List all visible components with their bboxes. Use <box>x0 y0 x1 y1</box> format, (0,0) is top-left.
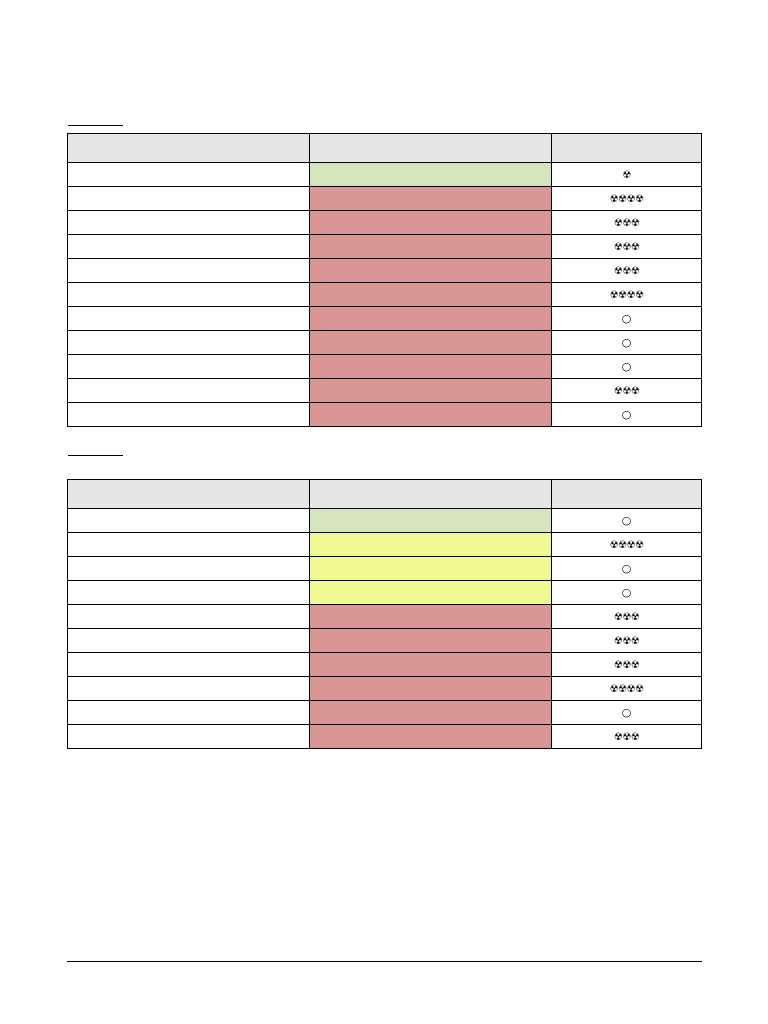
level-cell-red <box>310 211 552 235</box>
table-header-row <box>68 134 702 163</box>
radiation-icon: ☢ <box>609 683 619 695</box>
item-cell <box>68 259 310 283</box>
table-row <box>68 653 702 677</box>
radiation-icon: ☢ <box>622 385 631 397</box>
table-body-2 <box>68 509 702 749</box>
empty-circle-icon: ○ <box>621 407 632 421</box>
level-cell-red <box>310 235 552 259</box>
radiation-icon: ☢ <box>626 193 635 205</box>
column-header <box>310 480 552 509</box>
radiation-icon: ☢ <box>609 193 619 205</box>
empty-circle-icon: ○ <box>621 311 632 325</box>
rating-cell <box>552 379 702 403</box>
item-cell <box>68 355 310 379</box>
radiation-icon: ☢ <box>630 731 640 743</box>
table-row <box>68 187 702 211</box>
radiation-icon: ☢ <box>618 193 627 205</box>
table-row <box>68 403 702 427</box>
table-row <box>68 235 702 259</box>
radiation-icon: ☢ <box>634 289 644 301</box>
radiation-icon: ☢ <box>622 731 631 743</box>
radiation-icon: ☢ <box>630 241 640 253</box>
item-cell <box>68 653 310 677</box>
item-cell <box>68 677 310 701</box>
table-row <box>68 629 702 653</box>
level-cell-green <box>310 509 552 533</box>
radiation-icon: ☢ <box>634 193 644 205</box>
radiation-icon: ☢ <box>630 635 640 647</box>
radiation-icon: ☢ <box>609 539 619 551</box>
radiation-icon: ☢ <box>613 731 623 743</box>
level-cell-red <box>310 187 552 211</box>
radiation-icon: ☢ <box>626 289 635 301</box>
level-cell-red <box>310 379 552 403</box>
table-row <box>68 725 702 749</box>
level-cell-red <box>310 307 552 331</box>
table-row <box>68 283 702 307</box>
table-row <box>68 509 702 533</box>
table-row <box>68 331 702 355</box>
item-cell <box>68 701 310 725</box>
table-row <box>68 701 702 725</box>
column-header <box>68 480 310 509</box>
radiation-icon: ☢ <box>630 385 640 397</box>
rating-cell <box>552 283 702 307</box>
level-cell-red <box>310 677 552 701</box>
radiation-icon: ☢ <box>613 635 623 647</box>
radiation-icon: ☢ <box>609 289 619 301</box>
rating-cell <box>552 403 702 427</box>
radiation-icon: ☢ <box>626 539 635 551</box>
item-cell <box>68 533 310 557</box>
table-2 <box>67 479 702 749</box>
item-cell <box>68 509 310 533</box>
rating-cell <box>552 725 702 749</box>
level-cell-red <box>310 403 552 427</box>
radiation-icon: ☢ <box>630 265 640 277</box>
footer-rule <box>67 961 702 962</box>
rating-cell <box>552 701 702 725</box>
rating-cell <box>552 259 702 283</box>
radiation-icon: ☢ <box>618 289 627 301</box>
rating-cell <box>552 581 702 605</box>
table-row <box>68 557 702 581</box>
radiation-icon: ☢ <box>622 169 631 181</box>
radiation-icon: ☢ <box>613 611 623 623</box>
section-heading-2 <box>68 441 123 456</box>
level-cell-red <box>310 283 552 307</box>
radiation-icon: ☢ <box>613 241 623 253</box>
rating-cell <box>552 355 702 379</box>
rating-cell <box>552 211 702 235</box>
table-body-1 <box>68 163 702 427</box>
table-row <box>68 581 702 605</box>
rating-cell <box>552 653 702 677</box>
table-row <box>68 677 702 701</box>
empty-circle-icon: ○ <box>621 705 632 719</box>
radiation-icon: ☢ <box>626 683 635 695</box>
radiation-icon: ☢ <box>634 683 644 695</box>
item-cell <box>68 307 310 331</box>
radiation-icon: ☢ <box>613 385 623 397</box>
level-cell-red <box>310 629 552 653</box>
radiation-icon: ☢ <box>622 217 631 229</box>
level-cell-yellow <box>310 557 552 581</box>
rating-cell <box>552 557 702 581</box>
rating-cell <box>552 163 702 187</box>
table-row <box>68 355 702 379</box>
radiation-icon: ☢ <box>622 265 631 277</box>
item-cell <box>68 605 310 629</box>
rating-cell <box>552 509 702 533</box>
radiation-icon: ☢ <box>613 265 623 277</box>
radiation-icon: ☢ <box>613 217 623 229</box>
radiation-icon: ☢ <box>634 539 644 551</box>
item-cell <box>68 331 310 355</box>
table-row <box>68 307 702 331</box>
column-header <box>552 134 702 163</box>
level-cell-yellow <box>310 533 552 557</box>
item-cell <box>68 379 310 403</box>
item-cell <box>68 403 310 427</box>
item-cell <box>68 235 310 259</box>
radiation-icon: ☢ <box>613 659 623 671</box>
level-cell-red <box>310 331 552 355</box>
table-header-row <box>68 480 702 509</box>
rating-cell <box>552 307 702 331</box>
rating-cell <box>552 605 702 629</box>
radiation-icon: ☢ <box>618 539 627 551</box>
item-cell <box>68 283 310 307</box>
rating-cell <box>552 331 702 355</box>
table-row <box>68 163 702 187</box>
radiation-icon: ☢ <box>630 611 640 623</box>
radiation-icon: ☢ <box>622 241 631 253</box>
empty-circle-icon: ○ <box>621 585 632 599</box>
rating-cell <box>552 677 702 701</box>
item-cell <box>68 725 310 749</box>
level-cell-red <box>310 259 552 283</box>
rating-cell <box>552 235 702 259</box>
empty-circle-icon: ○ <box>621 561 632 575</box>
radiation-icon: ☢ <box>622 611 631 623</box>
item-cell <box>68 581 310 605</box>
column-header <box>68 134 310 163</box>
level-cell-yellow <box>310 581 552 605</box>
level-cell-red <box>310 701 552 725</box>
radiation-icon: ☢ <box>618 683 627 695</box>
table-1 <box>67 133 702 427</box>
column-header <box>552 480 702 509</box>
level-cell-red <box>310 605 552 629</box>
level-cell-red <box>310 653 552 677</box>
radiation-icon: ☢ <box>630 217 640 229</box>
column-header <box>310 134 552 163</box>
item-cell <box>68 187 310 211</box>
level-cell-red <box>310 355 552 379</box>
table-row <box>68 533 702 557</box>
radiation-icon: ☢ <box>622 635 631 647</box>
item-cell <box>68 557 310 581</box>
level-cell-red <box>310 725 552 749</box>
table-row <box>68 605 702 629</box>
radiation-icon: ☢ <box>630 659 640 671</box>
radiation-icon: ☢ <box>622 659 631 671</box>
item-cell <box>68 629 310 653</box>
table-row <box>68 259 702 283</box>
empty-circle-icon: ○ <box>621 359 632 373</box>
section-heading-1 <box>68 111 123 126</box>
item-cell <box>68 163 310 187</box>
rating-cell <box>552 187 702 211</box>
table-row <box>68 379 702 403</box>
empty-circle-icon: ○ <box>621 513 632 527</box>
item-cell <box>68 211 310 235</box>
level-cell-green <box>310 163 552 187</box>
rating-cell <box>552 629 702 653</box>
rating-cell <box>552 533 702 557</box>
table-row <box>68 211 702 235</box>
empty-circle-icon: ○ <box>621 335 632 349</box>
